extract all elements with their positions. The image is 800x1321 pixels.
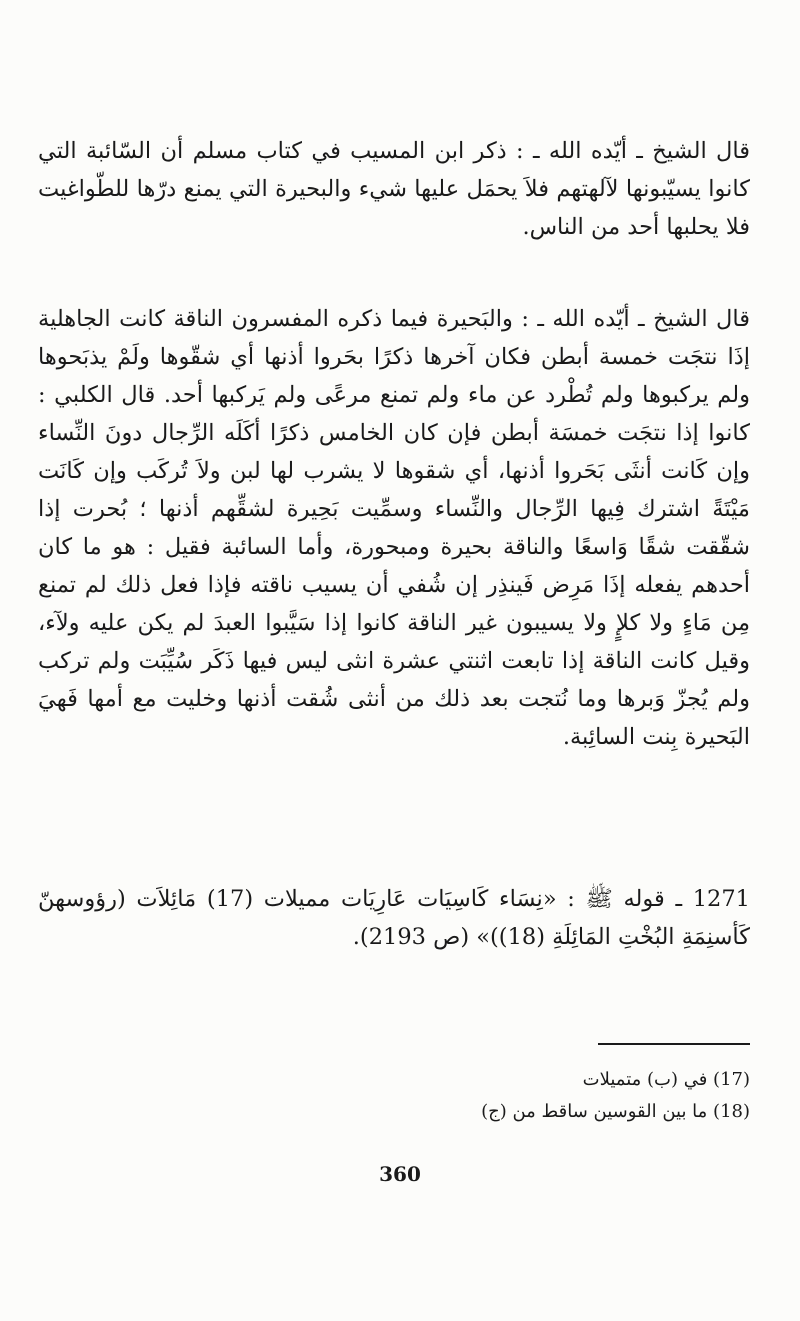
footnote-17: (17) في (ب) متميلات <box>582 1069 750 1090</box>
footnote-18: (18) ما بين القوسين ساقط من (ج) <box>481 1101 750 1122</box>
paragraph-2: قال الشيخ ـ أيّده الله ـ : والبَحيرة فيما ذكره المفسرون الناقة كانت الجاهلية إذَا نتجَت خمسة أبطن فكان آخرها ذكرًا بحَروا أذنها أي شقّوها ولَمْ يذبَحوها ولم يركبوها ولم تُطْرد عن ماء ولم تمنع مرعًى ولم يَركبها أحد. قال الكلبي : كانوا إذا نتجَت خمسَة أبطن فإن كان الخامس ذكرًا أكَلَه الرِّجال دونَ النِّساء وإن كَانت أنثَى بَحَروا أذنها، أي شقوها لا يشرب لها لبن ولاَ تُركَب وإن كَانَت مَيْتَةً اشترك فِيها الرِّجال والنِّساء وسمِّيت بَحِيرة لشقِّهم أذنها ؛ بُحرت إذا شقّقت شقًا وَاسعًا والناقة بحيرة ومبحورة، وأما السائبة فقيل : هو ما كان أحدهم يفعله إذَا مَرِض فَينذِر إن شُفي أن يسيب ناقته فإذا فعل ذلك لم تمنع مِن مَاءٍ ولا كلإٍ ولا يسيبون غير الناقة كانوا إذا سَيَّبوا العبدَ لم يكن عليه ولآء، وقيل كانت الناقة إذا تابعت اثنتي عشرة انثى ليس فيها ذَكَر سُيِّبَت ولم تركب ولم يُجزّ وَبرها وما نُتجت بعد ذلك من أنثى شُقت أذنها وخليت مع أمها فَهيَ البَحيرة بِنت السائِبة. <box>38 306 750 750</box>
footnote-divider <box>598 1043 750 1045</box>
paragraph-3: 1271 ـ قوله ﷺ : «نِسَاء كَاسِيَات عَارِيَات مميلات (17) مَائِلاَت (رؤوسهنّ كَأسنِمَةِ البُخْتِ المَائِلَةِ (18))» (ص 2193). <box>38 886 750 950</box>
paragraph-1: قال الشيخ ـ أيّده الله ـ : ذكر ابن المسيب في كتاب مسلم أن السّائبة التي كانوا يسيّبونها لآلهتهم فلاَ يحمَل عليها شيء والبحيرة التي يمنع درّها للطّواغيت فلا يحلبها أحد من الناس. <box>38 138 750 240</box>
page-number: 360 <box>379 1162 421 1186</box>
